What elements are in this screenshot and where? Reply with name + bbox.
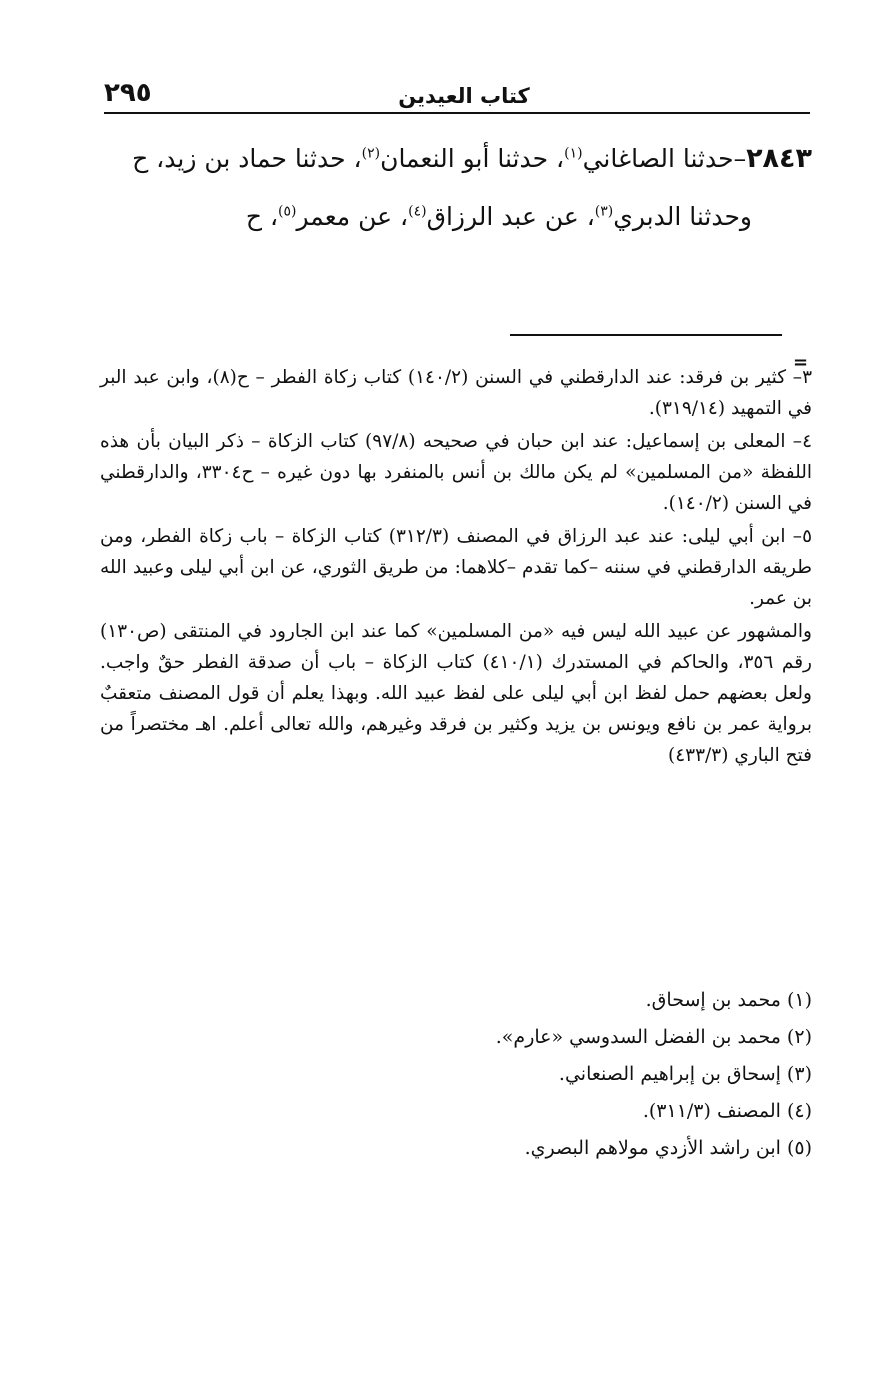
footnote-item: (٣) إسحاق بن إبراهيم الصنعاني. <box>558 1063 812 1085</box>
footnotes <box>100 982 812 1167</box>
footnote-divider <box>510 334 782 336</box>
page-header <box>104 78 810 114</box>
continuation-mark: = <box>793 352 809 373</box>
chain-text: ، ح <box>245 202 279 231</box>
note-paragraph: ٣– كثير بن فرقد: عند الدارقطني في السنن (١٤٠/٢) كتاب زكاة الفطر – ح(٨)، وابن عبد البر في التمهيد (٣١٩/١٤). <box>100 367 812 419</box>
chain-text: ، حدثنا أبو النعمان <box>380 144 565 173</box>
footnote-ref-3: (٣) <box>594 203 614 220</box>
footnote-item: (٤) المصنف (٣١١/٣). <box>642 1100 812 1122</box>
footnote-ref-1: (١) <box>564 145 583 162</box>
chain-text: ، حدثنا حماد بن زيد، ح <box>132 144 362 173</box>
footnote-item: (٥) ابن راشد الأزدي مولاهم البصري. <box>524 1137 812 1159</box>
hadith-chain-1 <box>100 130 812 188</box>
footnote-item: (٢) محمد بن الفضل السدوسي «عارم». <box>495 1026 812 1048</box>
footnote-ref-2: (٢) <box>361 145 381 162</box>
hadith-chain-2 <box>100 188 812 246</box>
note-paragraph: ٤– المعلى بن إسماعيل: عند ابن حبان في صحيحه (٩٧/٨) كتاب الزكاة – ذكر البيان بأن هذه اللفظة «من المسلمين» لم يكن مالك بن أنس بالمنفرد بها دون غيره – ح٣٣٠٤، والدارقطني في السنن (١٤٠/٢). <box>100 431 812 514</box>
chain-text: وحدثنا الدبري <box>613 202 752 231</box>
note-paragraph: والمشهور عن عبيد الله ليس فيه «من المسلمين» كما عند ابن الجارود في المنتقى (ص١٣٠) رقم ٣٥٦، والحاكم في المستدرك (٤١٠/١) كتاب الزكاة – باب أن صدقة الفطر حقٌ واجب. ولعل بعضهم حمل لفظ ابن أبي ليلى على لفظ عبيد الله. وبهذا يعلم أن قول المصنف متعقبٌ برواية عمر بن نافع ويونس بن يزيد وكثير بن فرقد وغيرهم، والله تعالى أعلم. اهـ مختصراً من فتح الباري (٤٣٣/٣) <box>100 621 812 766</box>
chain-text: ، عن معمر <box>296 202 409 231</box>
note-paragraph: ٥– ابن أبي ليلى: عند عبد الرزاق في المصنف (٣١٢/٣) كتاب الزكاة – باب زكاة الفطر، ومن طريقه الدارقطني في سننه –كما تقدم –كلاهما: من طريق الثوري، عن ابن أبي ليلى وعبيد الله بن عمر. <box>100 526 812 609</box>
footnote-ref-5: (٥) <box>278 203 297 220</box>
running-title: كتاب العيدين <box>398 84 530 108</box>
footnote-item: (١) محمد بن إسحاق. <box>645 989 812 1011</box>
page-number: ٢٩٥ <box>104 78 152 108</box>
chain-text: –حدثنا الصاغاني <box>582 144 747 173</box>
footnote-ref-4: (٤) <box>408 203 427 220</box>
continued-notes <box>100 362 812 773</box>
chain-text: ، عن عبد الرزاق <box>426 202 595 231</box>
hadith-text <box>100 130 812 246</box>
hadith-number: ٢٨٤٣ <box>746 143 812 174</box>
